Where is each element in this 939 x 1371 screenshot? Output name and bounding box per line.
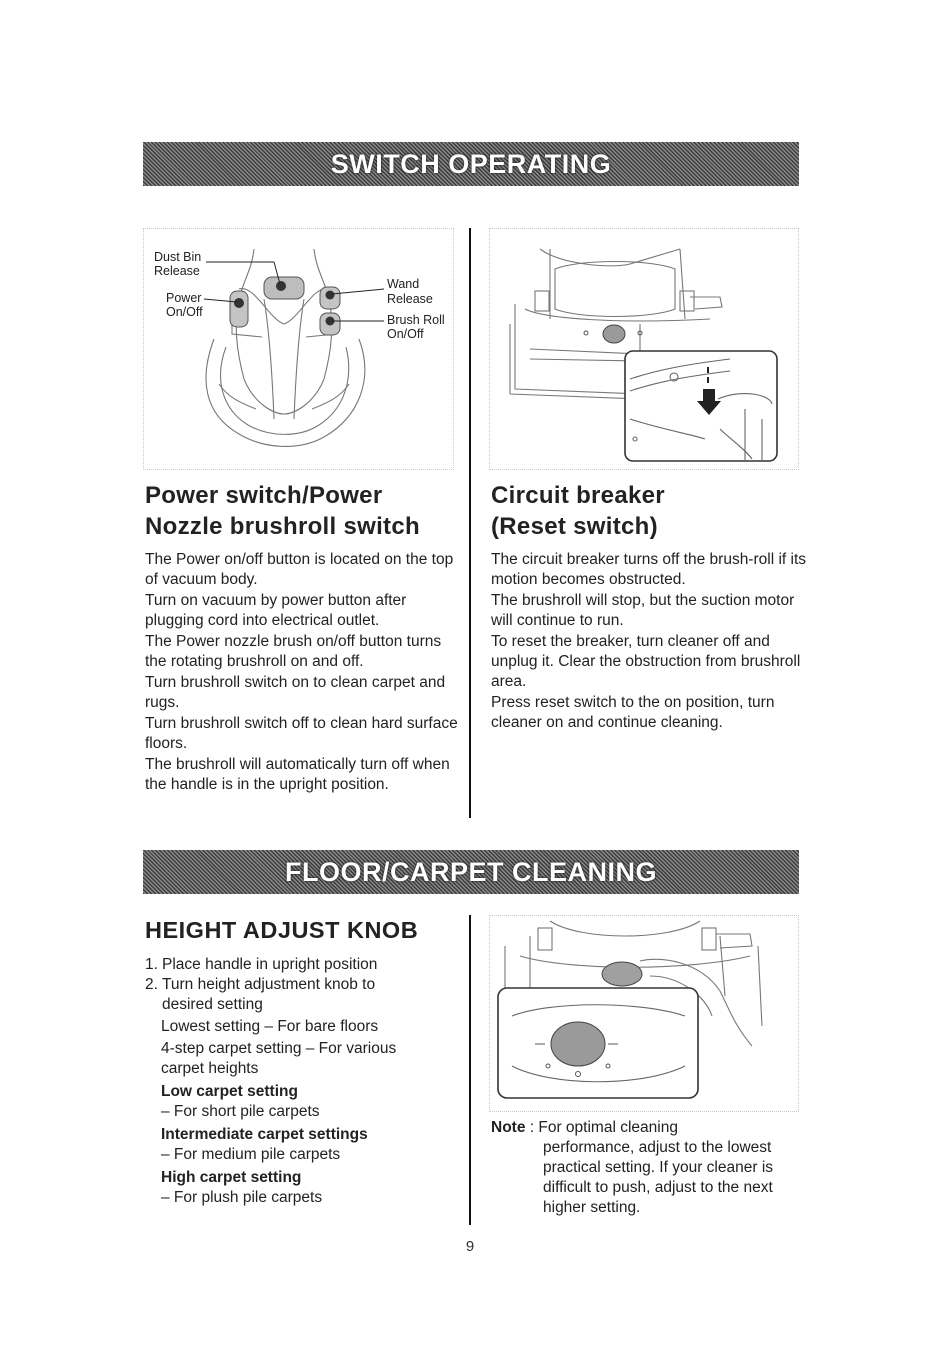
paragraph: The Power nozzle brush on/off button turns the rotating brushroll on and off. (145, 633, 442, 670)
page-number: 9 (465, 1238, 475, 1255)
step-number: 1. (145, 956, 158, 973)
paragraph: Turn brushroll switch off to clean hard surface floors. (145, 715, 458, 752)
paragraph: The circuit breaker turns off the brush-roll if its motion becomes obstructed. (491, 551, 807, 588)
circuit-breaker-illustration (489, 228, 799, 470)
height-knob-illustration (489, 915, 799, 1112)
heading-line: Nozzle brushroll switch (145, 513, 420, 540)
heading-line: Circuit breaker (491, 482, 665, 509)
step-text: Place handle in upright position (162, 956, 378, 973)
step-item (145, 955, 465, 975)
section-heading-circuit-breaker (491, 480, 811, 542)
step-text: Turn height adjustment knob to desired setting (162, 976, 376, 1013)
cleaning-note (491, 1118, 801, 1218)
setting-line: 4-step carpet setting – For various carpet heights (161, 1040, 397, 1077)
knob-drawing (490, 916, 798, 1111)
column-divider (469, 228, 471, 818)
switch-illustration (143, 228, 454, 470)
label-power: Power (166, 291, 202, 305)
setting-line: Lowest setting – For bare floors (161, 1018, 379, 1035)
vacuum-base-drawing (490, 229, 798, 469)
banner-title: SWITCH OPERATING (330, 148, 612, 179)
setting-description: – For plush pile carpets (161, 1189, 323, 1206)
section-heading-power-switch (145, 480, 465, 542)
paragraph: Press reset switch to the on position, turn cleaner on and continue cleaning. (491, 694, 775, 731)
step-number: 2. (145, 976, 158, 993)
note-first-text: For optimal cleaning (538, 1119, 678, 1136)
step-item (145, 975, 465, 1015)
label-brush-roll-on-off: On/Off (387, 327, 424, 341)
label-brush-roll: Brush Roll (387, 313, 445, 327)
note-continuation: performance, adjust to the lowest practical setting. If your cleaner is difficult to push, adjust to the next higher setting. (543, 1139, 774, 1216)
section-heading-height-adjust: HEIGHT ADJUST KNOB (145, 917, 419, 943)
paragraph: The brushroll will automatically turn off when the handle is in the upright position. (145, 756, 450, 793)
setting-heading: Intermediate carpet settings (161, 1126, 368, 1143)
paragraph: Turn on vacuum by power button after plugging cord into electrical outlet. (145, 592, 407, 629)
paragraph: To reset the breaker, turn cleaner off and unplug it. Clear the obstruction from brushroll area. (491, 633, 801, 690)
note-separator: : (525, 1119, 539, 1136)
section-banner-floor-carpet-cleaning (143, 850, 799, 894)
section-banner-switch-operating (143, 142, 799, 186)
paragraph: The brushroll will stop, but the suction motor will continue to run. (491, 592, 795, 629)
label-dust-bin: Dust Bin (154, 250, 202, 264)
setting-description: – For short pile carpets (161, 1103, 320, 1120)
setting-description: – For medium pile carpets (161, 1146, 341, 1163)
label-power-on-off: On/Off (166, 305, 203, 319)
setting-heading: High carpet setting (161, 1169, 302, 1186)
label-wand: Wand (387, 277, 420, 291)
heading-line: (Reset switch) (491, 513, 658, 540)
banner-title: FLOOR/CARPET CLEANING (285, 856, 657, 887)
heading-line: Power switch/Power (145, 482, 383, 509)
paragraph: Turn brushroll switch on to clean carpet and rugs. (145, 674, 446, 711)
note-first-line (491, 1118, 801, 1138)
setting-heading: Low carpet setting (161, 1083, 298, 1100)
paragraph: The Power on/off button is located on the top of vacuum body. (145, 551, 454, 588)
label-wand-release: Release (387, 292, 433, 306)
label-dust-bin-release: Release (154, 264, 200, 278)
circuit-breaker-instructions (491, 550, 811, 734)
power-switch-instructions (145, 550, 460, 796)
note-label: Note (491, 1119, 526, 1136)
height-adjust-instructions (145, 955, 465, 1208)
column-divider (469, 915, 471, 1225)
